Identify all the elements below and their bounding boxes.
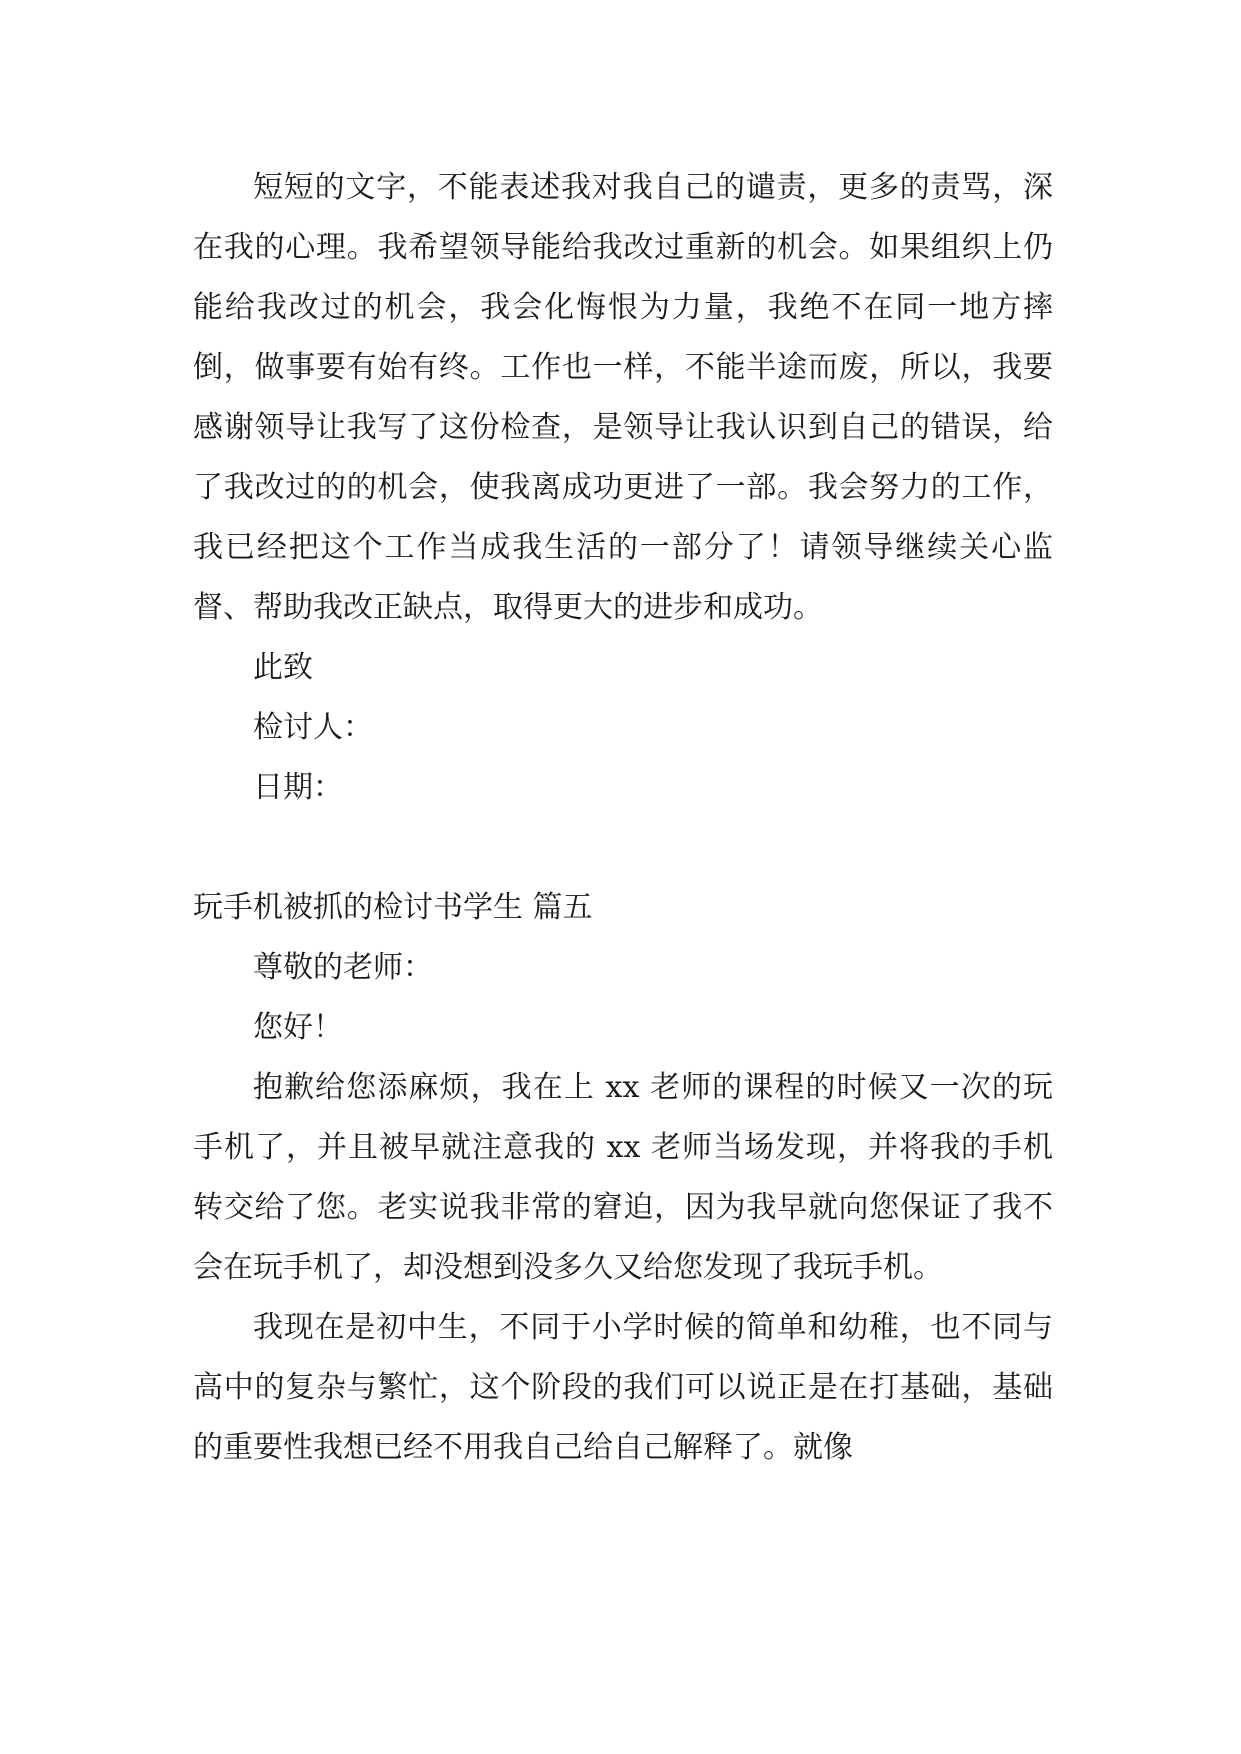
salutation: 尊敬的老师：	[253, 950, 433, 985]
closing-line: 此致	[253, 650, 313, 685]
section-title: 玩手机被抓的检讨书学生 篇五	[193, 890, 593, 925]
document-page	[193, 158, 1053, 1478]
paragraph-middle-school: 我现在是初中生，不同于小学时候的简单和幼稚，也不同与高中的复杂与繁忙，这个阶段的我们可以说正是在打基础，基础的重要性我想已经不用我自己给自己解释了。就像	[193, 1310, 1053, 1465]
paragraph-self-criticism: 短短的文字，不能表述我对我自己的谴责，更多的责骂，深在我的心理。我希望领导能给我改过重新的机会。如果组织上仍能给我改过的机会，我会化悔恨为力量，我绝不在同一地方摔倒，做事要有始有终。工作也一样，不能半途而废，所以，我要感谢领导让我写了这份检查，是领导让我认识到自己的错误，给了我改过的的机会，使我离成功更进了一部。我会努力的工作，我已经把这个工作当成我生活的一部分了！请领导继续关心监督、帮助我改正缺点，取得更大的进步和成功。	[193, 170, 1053, 625]
date-label: 日期：	[253, 770, 343, 805]
paragraph-apology: 抱歉给您添麻烦，我在上 xx 老师的课程的时候又一次的玩手机了，并且被早就注意我的 xx 老师当场发现，并将我的手机转交给了您。老实说我非常的窘迫，因为我早就向您保证了我不会在玩手机了，却没想到没多久又给您发现了我玩手机。	[193, 1070, 1053, 1285]
signer-label: 检讨人：	[253, 710, 373, 745]
greeting: 您好！	[253, 1010, 343, 1045]
